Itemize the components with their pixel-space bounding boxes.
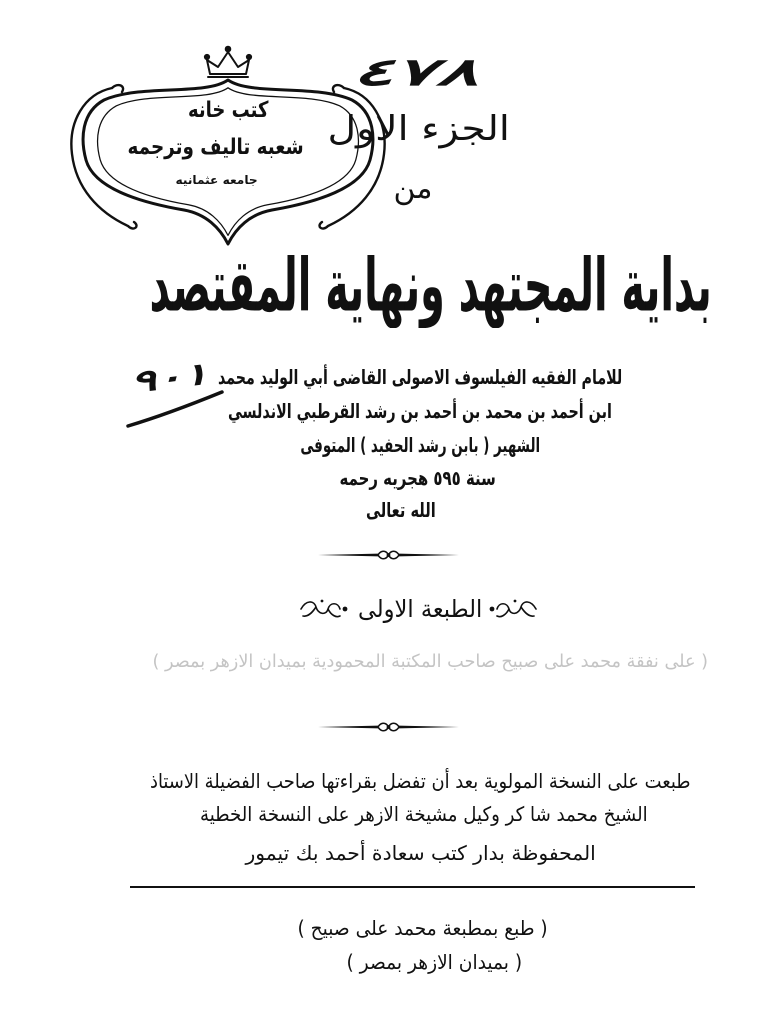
printing-note-line-3 — [246, 838, 596, 868]
pen-stroke — [128, 392, 222, 426]
from-label-text: من — [393, 171, 433, 207]
flourish-icon — [298, 596, 350, 622]
edition-label — [358, 594, 482, 624]
author-line-4-text: سنة ٥٩٥ هجريه رحمه — [339, 465, 497, 490]
stamp-line-1-text: كتب خانه — [187, 98, 269, 124]
author-line-3-text: الشهير ( بابن رشد الحفيد ) المتوفى — [300, 432, 540, 457]
book-title — [150, 234, 712, 338]
author-line-1-text: للامام الفقيه الفيلسوف الاصولى القاضى أبي الوليد محمد — [217, 364, 623, 389]
handwritten-catalog-number-text: ٤٧٨ — [351, 50, 479, 95]
crown-jewel-left — [204, 54, 209, 59]
imprint-line-1 — [298, 914, 548, 942]
volume-label-text: الجزء الاول — [327, 108, 511, 149]
imprint-line-2 — [346, 948, 522, 976]
handwritten-catalog-number — [352, 50, 478, 96]
author-line-3 — [300, 430, 540, 460]
handwritten-shelf-number-text: ٩٠١ — [127, 356, 211, 401]
author-line-5 — [366, 495, 436, 525]
crown-icon — [207, 52, 249, 77]
sponsor-note — [152, 648, 708, 676]
volume-label — [328, 104, 510, 154]
author-line-2-text: ابن أحمد بن محمد بن أحمد بن رشد القرطبي الاندلسي — [228, 398, 612, 423]
stamp-line-1 — [188, 95, 268, 127]
divider-ornament-icon — [316, 547, 461, 563]
crown-jewel-right — [246, 54, 251, 59]
horizontal-rule — [130, 886, 695, 888]
author-line-5-text: الله تعالى — [366, 497, 436, 522]
author-line-4 — [340, 463, 496, 493]
divider-ornament-icon — [316, 719, 461, 735]
printing-note-line-3-text: المحفوظة بدار كتب سعادة أحمد بك تيمور — [245, 840, 597, 865]
imprint-line-2-text: ( بميدان الازهر بمصر ) — [346, 949, 522, 974]
book-title-text: بداية المجتهد ونهاية المقتصد — [149, 243, 713, 329]
printing-note-line-1 — [150, 766, 690, 796]
printing-note-line-2 — [200, 799, 648, 829]
stamp-line-3 — [176, 170, 258, 190]
author-line-1 — [218, 362, 622, 392]
printing-note-line-1-text: طبعت على النسخة المولوية بعد أن تفضل بقراءتها صاحب الفضيلة الاستاذ — [149, 768, 691, 793]
stamp-line-3-text: جامعه عثمانيه — [175, 172, 259, 187]
flourish-icon — [486, 596, 540, 622]
imprint-line-1-text: ( طبع بمطبعة محمد على صبيح ) — [297, 915, 549, 940]
crown-jewel-center — [225, 46, 231, 52]
stamp-line-2-text: شعبه تاليف وترجمه — [127, 135, 305, 161]
author-line-2 — [228, 396, 612, 426]
from-label — [392, 166, 434, 212]
stamp-line-2 — [128, 130, 304, 166]
printing-note-line-2-text: الشيخ محمد شا كر وكيل مشيخة الازهر على النسخة الخطية — [200, 801, 648, 826]
sponsor-note-text: ( على نفقة محمد على صبيح صاحب المكتبة المحمودية بميدان الازهر بمصر ) — [152, 650, 708, 672]
edition-label-text: الطبعة الاولى — [357, 595, 483, 623]
